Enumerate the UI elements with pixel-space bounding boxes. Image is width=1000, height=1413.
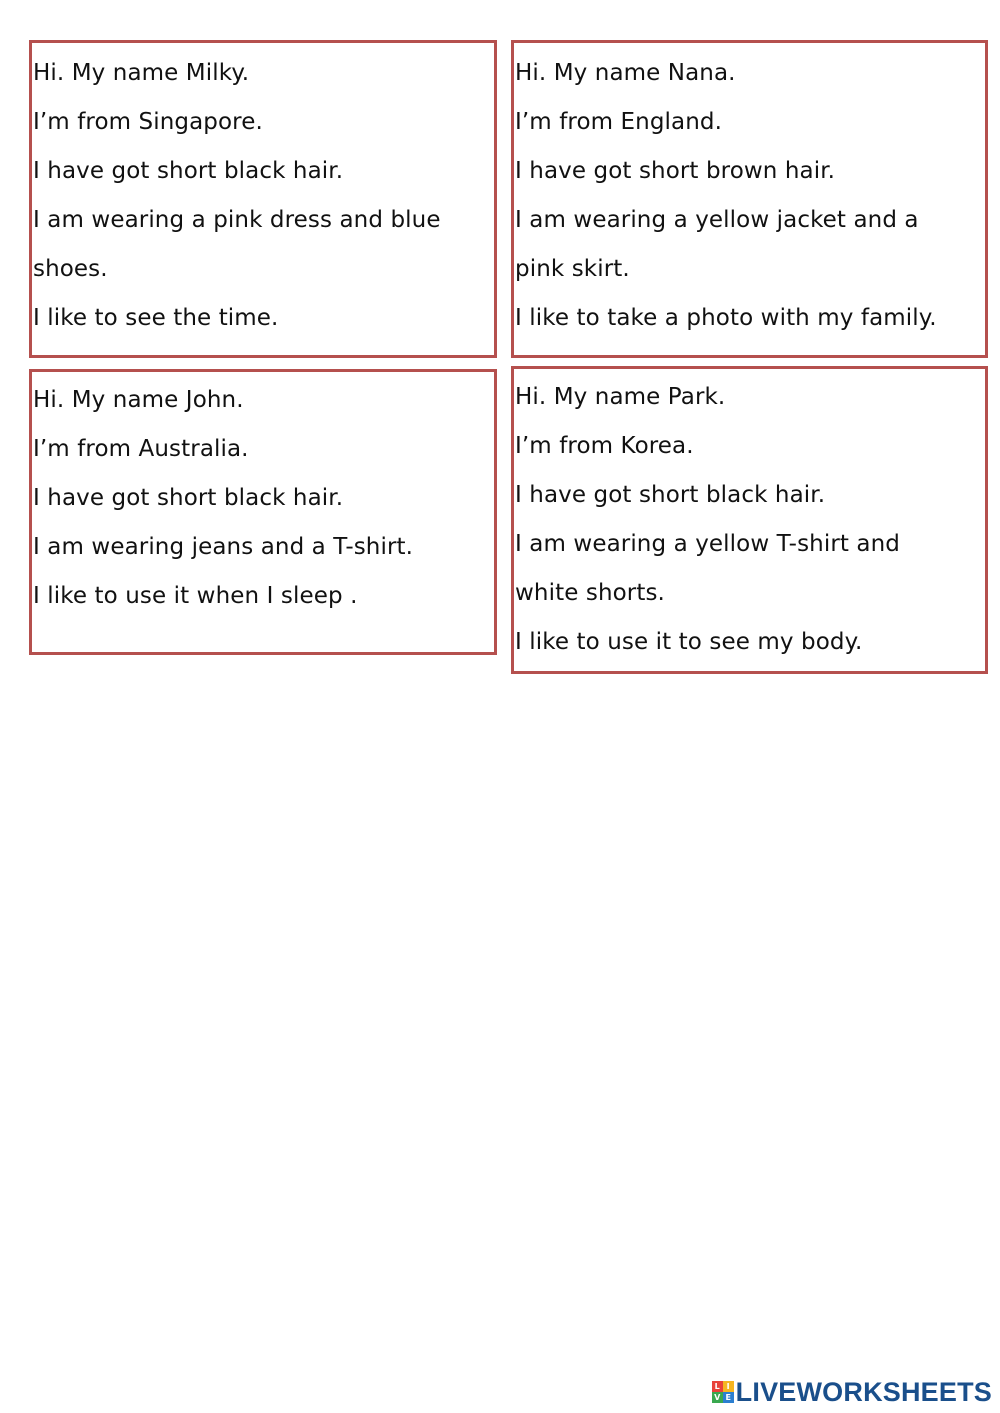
card-line: Hi. My name Nana. [515, 60, 736, 86]
card-line: Hi. My name Park. [515, 384, 726, 410]
card-line: I’m from England. [515, 109, 723, 135]
card-line: I’m from Korea. [515, 433, 694, 459]
card-line: I like to use it to see my body. [515, 629, 863, 655]
liveworksheets-watermark [712, 1377, 992, 1407]
card-john [29, 369, 497, 655]
logo-letter: I [723, 1381, 734, 1392]
logo-letter: V [712, 1392, 723, 1403]
watermark-text: LIVEWORKSHEETS [735, 1376, 992, 1407]
card-line: I have got short brown hair. [515, 158, 836, 184]
card-line: I am wearing jeans and a T-shirt. [33, 534, 414, 560]
card-line: I like to see the time. [33, 305, 279, 331]
card-line: I am wearing a pink dress and blue [33, 207, 441, 233]
liveworksheets-logo-icon [712, 1381, 734, 1403]
card-park [511, 366, 988, 674]
logo-letter: E [723, 1392, 734, 1403]
card-line: I am wearing a yellow T-shirt and [515, 531, 900, 557]
card-line: I am wearing a yellow jacket and a [515, 207, 919, 233]
card-line: Hi. My name Milky. [33, 60, 250, 86]
card-nana [511, 40, 988, 358]
card-line: I’m from Singapore. [33, 109, 263, 135]
card-line: Hi. My name John. [33, 387, 244, 413]
card-line: I have got short black hair. [33, 485, 344, 511]
card-line: white shorts. [515, 580, 665, 606]
card-line: I like to take a photo with my family. [515, 305, 937, 331]
card-line: I like to use it when I sleep . [33, 583, 358, 609]
card-line: I’m from Australia. [33, 436, 249, 462]
logo-letter: L [712, 1381, 723, 1392]
card-milky [29, 40, 497, 358]
card-line: I have got short black hair. [515, 482, 826, 508]
card-line: pink skirt. [515, 256, 630, 282]
card-line: shoes. [33, 256, 108, 282]
card-line: I have got short black hair. [33, 158, 344, 184]
